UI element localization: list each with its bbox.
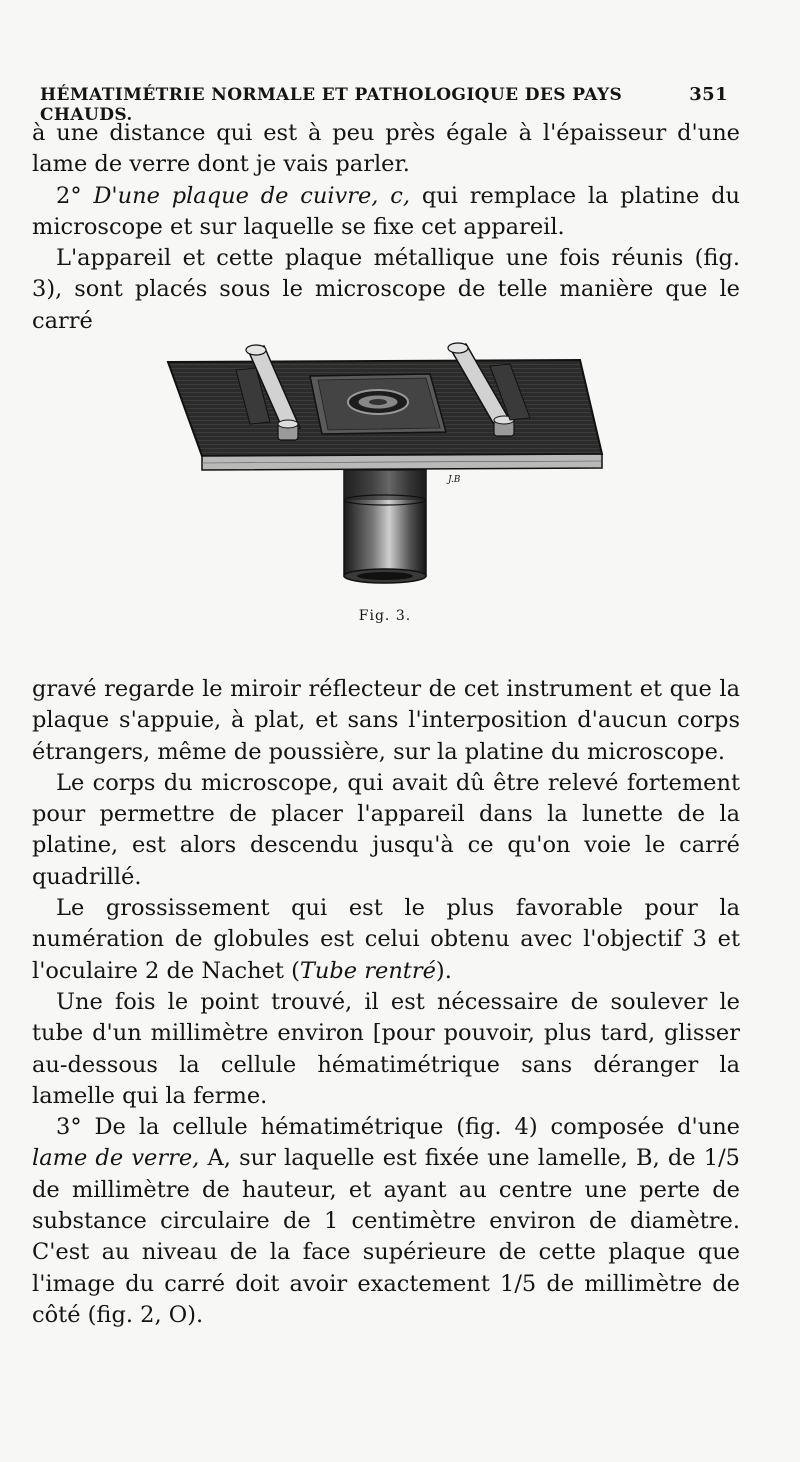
item-number: 2° [56, 182, 82, 209]
paragraph-8-after: A, sur laquelle est fixée une lamelle, B, de 1/5 de millimètre de hauteur, et ayant au centre une perte de substance circulaire de 1 centimètre environ de diamètre. C'est au niveau de la face supérieure de cette plaque que l'image du carré doit avoir exactement 1/5 de millimètre de côté (fig. 2, O). [32, 1145, 740, 1328]
paragraph-3: L'appareil et cette plaque métallique une fois réunis (fig. 3), sont placés sous le microscope de telle manière que le carré [32, 245, 740, 334]
paragraph-8-before: 3° De la cellule hématimétrique (fig. 4) composée d'une [56, 1114, 740, 1141]
paragraph-6-before: Le grossissement qui est le plus favorable pour la numération de globules est celui obtenu avec l'objectif 3 et l'oculaire 2 de Nachet ( [32, 895, 740, 984]
paragraph-7: Une fois le point trouvé, il est nécessaire de soulever le tube d'un millimètre environ [pour pouvoir, plus tard, glisser au-dessous la cellule hématimétrique sans déranger la lamelle qui la ferme. [32, 988, 740, 1109]
paragraph-6-after: ). [435, 957, 452, 984]
paragraph-6 [32, 893, 740, 987]
italic-phrase: Tube rentré [299, 957, 436, 984]
italic-phrase: lame de verre, [32, 1145, 200, 1172]
paragraph-2-rest: qui remplace la platine du microscope et sur laquelle se fixe cet appareil. [32, 182, 740, 240]
page-number: 351 [689, 84, 728, 105]
paragraph-2 [32, 181, 740, 244]
figure-3-apparatus-engraving [160, 336, 610, 596]
paragraph-1: à une distance qui est à peu près égale à l'épaisseur d'une lame de verre dont je vais parler. [32, 120, 740, 178]
engraver-mark: J.B [448, 475, 461, 485]
text-block-bottom [32, 674, 740, 1331]
item-letter: c, [390, 182, 411, 209]
running-title: HÉMATIMÉTRIE NORMALE ET PATHOLOGIQUE DES PAYS CHAUDS. [40, 85, 623, 125]
figure-caption: Fig. 3. [358, 608, 412, 624]
italic-phrase: D'une plaque de cuivre, [93, 182, 379, 209]
paragraph-5: Le corps du microscope, qui avait dû être relevé fortement pour permettre de placer l'appareil dans la lunette de la platine, est alors descendu jusqu'à ce qu'on voie le carré quadrillé. [32, 769, 740, 890]
paragraph-4: gravé regarde le miroir réflecteur de cet instrument et que la plaque s'appuie, à plat, et sans l'interposition d'aucun corps étrangers, même de poussière, sur la platine du microscope. [32, 676, 740, 765]
paragraph-8 [32, 1112, 740, 1331]
text-block-top [32, 118, 740, 337]
